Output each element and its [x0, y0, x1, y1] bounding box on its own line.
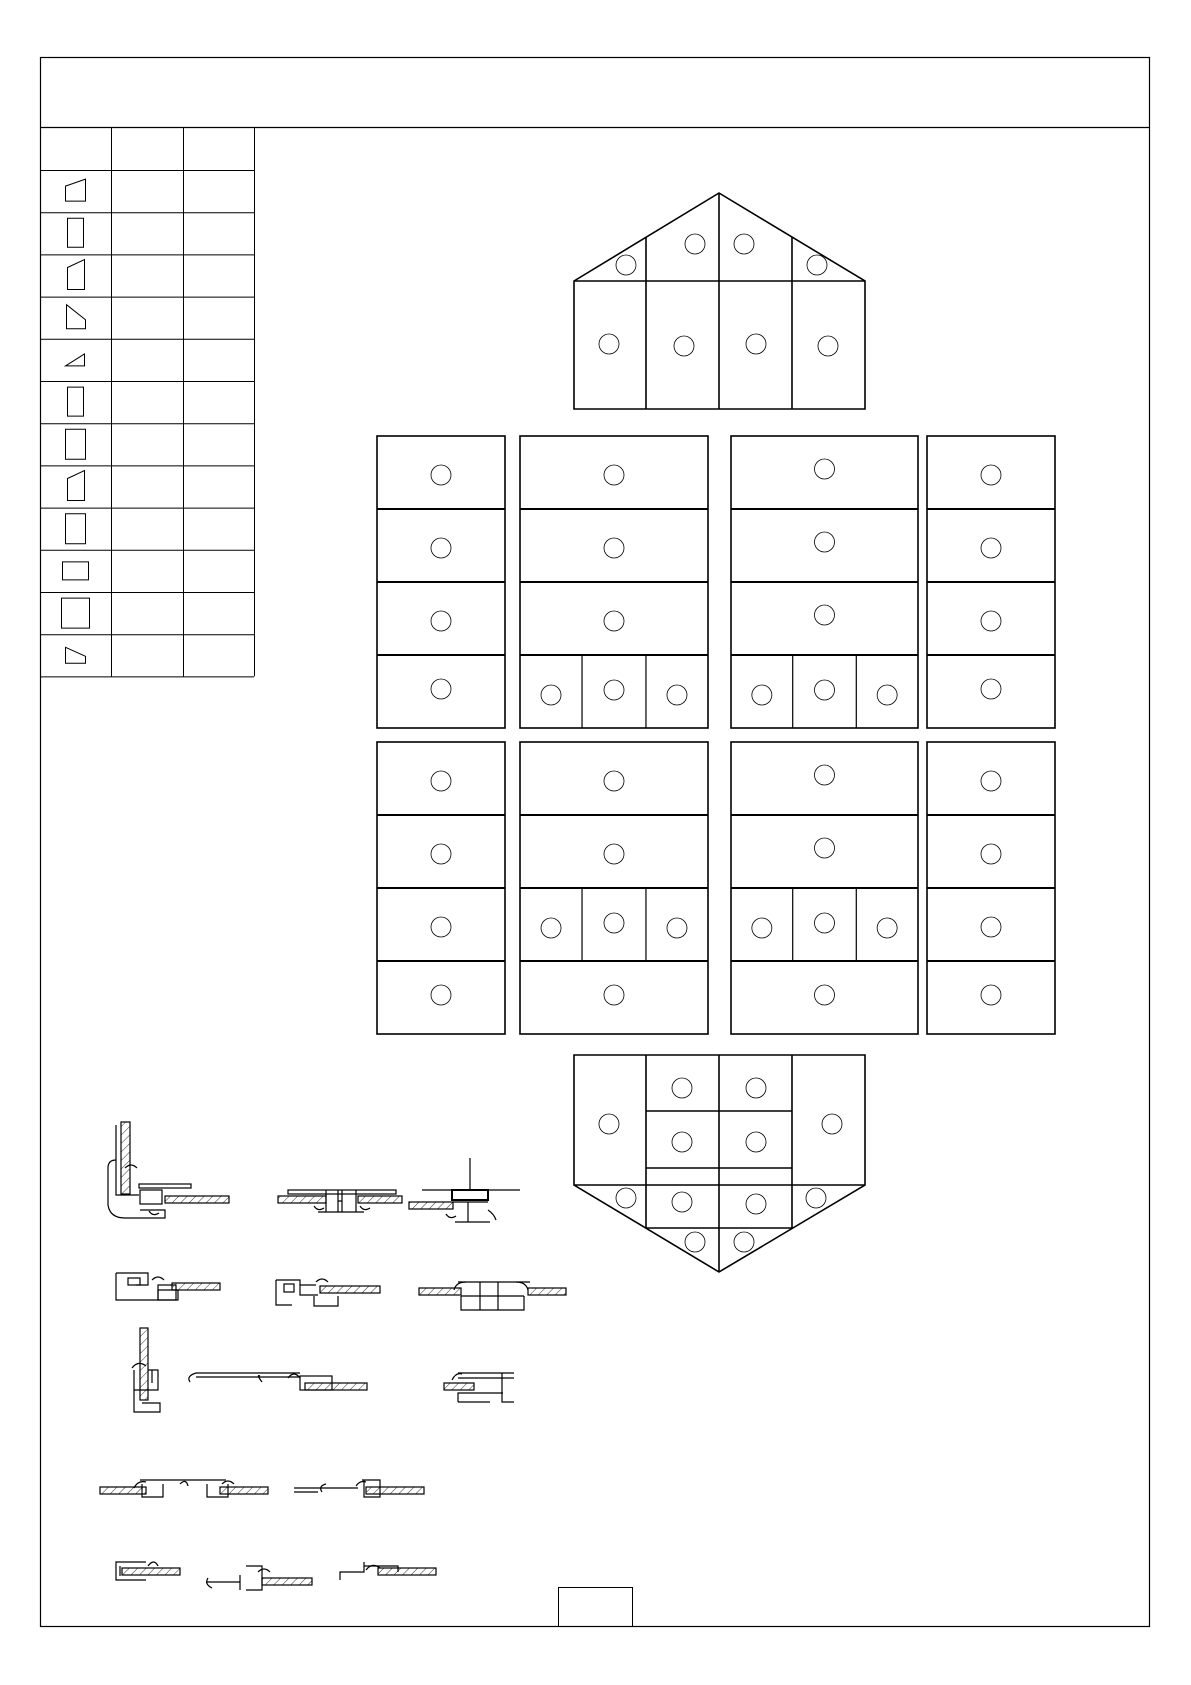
panel-marker [746, 1194, 766, 1214]
panel-marker [981, 611, 1001, 631]
seal-clip [207, 1569, 270, 1588]
profile-detail-pair-b [294, 1480, 424, 1497]
profile-details [100, 1122, 566, 1590]
profile-core [140, 1190, 162, 1204]
profile-core [284, 1284, 294, 1292]
part-shape-icon [66, 354, 85, 366]
seal-clip [152, 1277, 164, 1280]
double-profile [458, 1282, 530, 1310]
panel-marker [815, 913, 835, 933]
sheet-border [41, 58, 1150, 1627]
part-shape-icon [68, 471, 85, 501]
panel-marker [822, 1114, 842, 1134]
panel-marker [431, 771, 451, 791]
seal-clip [452, 1374, 462, 1380]
pair-profile [140, 1480, 228, 1497]
part-shape-icon [62, 598, 90, 628]
panel-marker [667, 918, 687, 938]
seal-clip [134, 1481, 234, 1488]
panel-marker [431, 465, 451, 485]
panel-marker [604, 680, 624, 700]
profile-detail-vertical [132, 1328, 160, 1412]
panel-marker [877, 918, 897, 938]
part-shape-icon [66, 514, 86, 544]
part-shape-icon [66, 429, 86, 459]
panel-marker [815, 985, 835, 1005]
panel-marker [616, 1188, 636, 1208]
panel-marker [734, 234, 754, 254]
panel-marker [541, 685, 561, 705]
part-shape-icon [68, 260, 85, 290]
panel-marker [604, 611, 624, 631]
panel-marker [746, 334, 766, 354]
panel-marker [815, 532, 835, 552]
panel-marker [431, 844, 451, 864]
seal-clip [300, 1279, 328, 1285]
hatched-panel-vertical [121, 1122, 130, 1194]
gable-top [574, 193, 865, 409]
panel-marker [877, 685, 897, 705]
panel-marker [818, 336, 838, 356]
panel-marker [685, 234, 705, 254]
hatched-panel-horizontal [220, 1487, 268, 1494]
panel-marker [616, 255, 636, 275]
gable-bottom-markers [599, 1078, 842, 1252]
wall-sections [377, 436, 1055, 1034]
panel-marker [604, 985, 624, 1005]
panel-marker [746, 1132, 766, 1152]
panel-marker [604, 844, 624, 864]
seal-clip [454, 1282, 528, 1290]
hatched-panel-horizontal [444, 1383, 474, 1390]
panel-marker [599, 1114, 619, 1134]
hatched-panel-horizontal [172, 1283, 220, 1290]
part-shape-icon [68, 218, 84, 247]
hatched-panel-horizontal [358, 1196, 402, 1203]
profile-detail-t-joint [409, 1158, 520, 1222]
profile-detail-pair-a [100, 1480, 268, 1497]
profile-detail-i-beam [444, 1373, 514, 1402]
edge-profile [116, 1273, 178, 1300]
panel-marker [431, 679, 451, 699]
part-shape-icon [68, 387, 84, 416]
panel-marker [604, 538, 624, 558]
panel-marker [981, 985, 1001, 1005]
panel-marker [815, 838, 835, 858]
panel-marker [431, 611, 451, 631]
profile-detail-double [419, 1282, 566, 1310]
hatched-panel-horizontal [320, 1286, 380, 1293]
panel-marker [752, 685, 772, 705]
hatched-panel-horizontal [165, 1196, 229, 1203]
panel-marker [604, 913, 624, 933]
panel-marker [746, 1078, 766, 1098]
profile-detail-h-joint [278, 1190, 402, 1212]
panel-marker [815, 459, 835, 479]
panel-marker [667, 685, 687, 705]
profile-detail-corner [108, 1122, 229, 1218]
panel-marker [981, 679, 1001, 699]
panel-marker [674, 336, 694, 356]
profile-core [128, 1278, 140, 1285]
profile-detail-end-c [340, 1562, 436, 1580]
part-shape-icon [66, 179, 86, 201]
panel-marker [599, 334, 619, 354]
profile-detail-long-channel [189, 1373, 367, 1390]
panel-marker [685, 1232, 705, 1252]
seal-clip [446, 1210, 496, 1220]
panel-marker [431, 985, 451, 1005]
channel-flange [189, 1373, 300, 1382]
panel-marker [807, 255, 827, 275]
hatched-panel-horizontal [122, 1568, 180, 1575]
panel-marker [806, 1188, 826, 1208]
hatched-panel-horizontal [100, 1487, 146, 1494]
hatched-panel-horizontal [262, 1578, 312, 1585]
panel-marker [981, 917, 1001, 937]
hatched-panel-horizontal [528, 1288, 566, 1295]
part-shape-icon [66, 647, 86, 663]
gable-bottom [574, 1055, 865, 1272]
t-block [452, 1190, 488, 1200]
panel-marker [604, 465, 624, 485]
panel-marker [981, 771, 1001, 791]
end-profile [206, 1566, 262, 1590]
hatched-panel-horizontal [378, 1568, 436, 1575]
panel-marker [672, 1132, 692, 1152]
panel-marker [604, 771, 624, 791]
seal-clip [258, 1374, 300, 1382]
seal-clip [148, 1562, 158, 1566]
page-number-box [559, 1588, 633, 1627]
hatched-panel-horizontal [278, 1196, 326, 1203]
panel-marker [981, 465, 1001, 485]
panel-marker [431, 917, 451, 937]
parts-table [40, 127, 255, 677]
profile-flange [139, 1184, 191, 1188]
part-shape-icon [63, 562, 89, 580]
hatched-panel-horizontal [409, 1202, 453, 1209]
panel-marker [672, 1192, 692, 1212]
part-shape-icon [67, 305, 86, 329]
panel-marker [672, 1078, 692, 1098]
panel-marker [752, 918, 772, 938]
panel-marker [981, 538, 1001, 558]
panel-marker [815, 605, 835, 625]
panel-marker [734, 1232, 754, 1252]
seal-clip [321, 1482, 366, 1493]
profile-detail-edge-b [276, 1279, 380, 1306]
panel-marker [815, 765, 835, 785]
profile-detail-end-b [206, 1566, 312, 1590]
profile-detail-end-a [116, 1562, 180, 1580]
hatched-panel-horizontal [366, 1487, 424, 1494]
panel-marker [541, 918, 561, 938]
panel-marker [431, 538, 451, 558]
profile-detail-edge-a [116, 1273, 220, 1300]
panel-marker [981, 844, 1001, 864]
t-profile [453, 1202, 490, 1222]
hatched-panel-horizontal [305, 1383, 367, 1390]
panel-marker [815, 680, 835, 700]
